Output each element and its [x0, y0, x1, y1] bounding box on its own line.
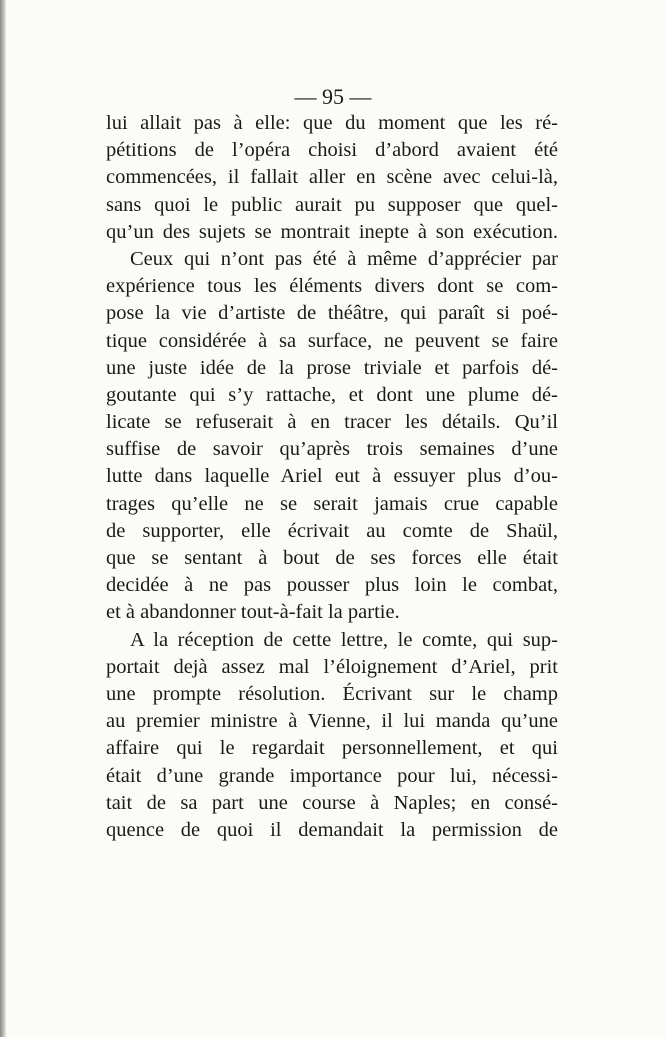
text-line: trages qu’elle ne se serait jamais crue capable: [106, 492, 558, 515]
text-line: expérience tous les éléments divers dont se com-: [106, 275, 558, 298]
text-line: suffise de savoir qu’après trois semaines d’une: [106, 438, 558, 461]
text-line: sans quoi le public aurait pu supposer que quel-: [106, 193, 558, 216]
text-line: A la réception de cette lettre, le comte, qui sup-: [130, 628, 558, 651]
text-line: de supporter, elle écrivait au comte de Shaül,: [106, 519, 558, 542]
text-line: licate se refuserait à en tracer les détails. Qu’il: [106, 411, 558, 434]
text-line: tait de sa part une course à Naples; en consé-: [106, 791, 558, 814]
text-line: lutte dans laquelle Ariel eut à essuyer plus d’ou-: [106, 465, 558, 488]
text-line: pose la vie d’artiste de théâtre, qui paraît si poé-: [106, 302, 558, 325]
text-line: que se sentant à bout de ses forces elle était: [106, 547, 558, 569]
page-number: — 95 —: [294, 84, 372, 109]
text-line: commencées, il fallait aller en scène avec celui-là,: [106, 166, 558, 189]
text-line: et à abandonner tout-à-fait la partie.: [106, 601, 400, 624]
text-line: était d’une grande importance pour lui, nécessi-: [106, 764, 558, 787]
text-line: tique considérée à sa surface, ne peuvent se faire: [106, 329, 558, 352]
text-line: Ceux qui n’ont pas été à même d’apprécier par: [130, 247, 558, 270]
text-line: portait dejà assez mal l’éloignement d’Ariel, prit: [106, 655, 558, 678]
text-line: une juste idée de la prose triviale et parfois dé-: [106, 356, 558, 379]
text-line: qu’un des sujets se montrait inepte à son exécution.: [106, 220, 558, 243]
text-line: quence de quoi il demandait la permission de: [106, 818, 558, 841]
text-line: goutante qui s’y rattache, et dont une plume dé-: [106, 383, 558, 406]
text-line: une prompte résolution. Écrivant sur le champ: [106, 682, 558, 705]
body-text: [106, 110, 558, 844]
text-line: pétitions de l’opéra choisi d’abord avaient été: [106, 139, 558, 162]
page-binding-edge: [0, 0, 6, 1037]
text-line: decidée à ne pas pousser plus loin le combat,: [106, 574, 558, 597]
text-line: affaire qui le regardait personnellement, et qui: [106, 737, 558, 760]
text-line: au premier ministre à Vienne, il lui manda qu’une: [106, 710, 558, 733]
text-line: lui allait pas à elle: que du moment que les ré-: [106, 112, 558, 134]
